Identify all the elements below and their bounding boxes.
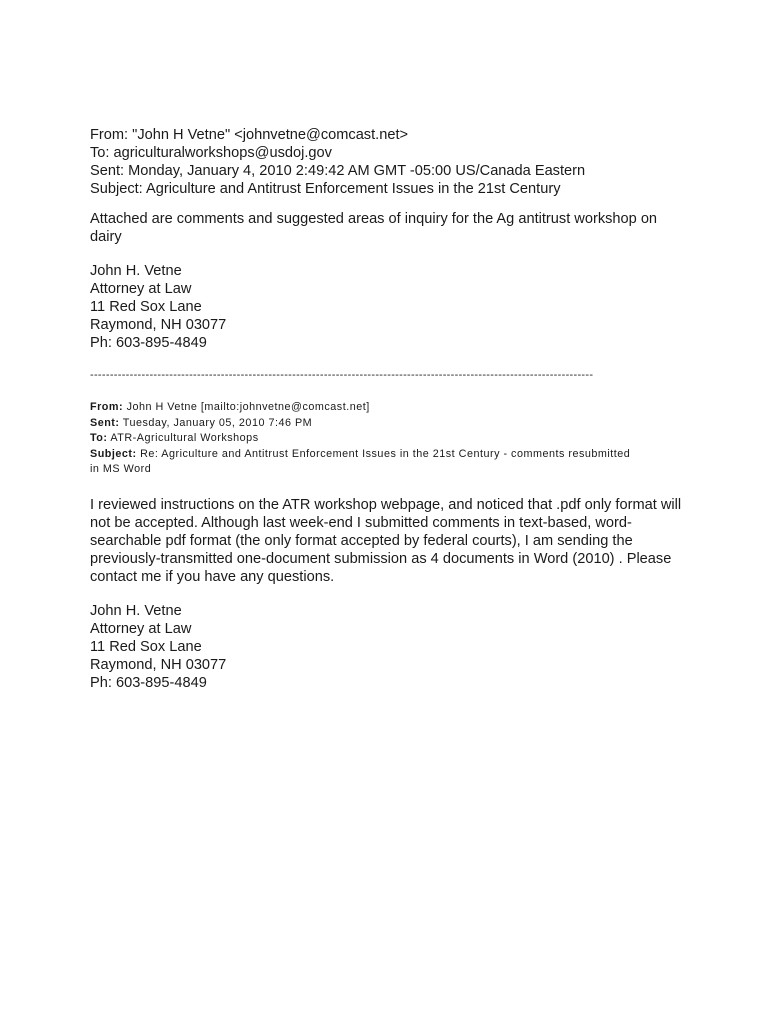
- signature-city: Raymond, NH 03077: [90, 317, 227, 333]
- signature-block: [90, 262, 690, 352]
- forwarded-from-value: John H Vetne [mailto:johnvetne@comcast.net]: [123, 401, 370, 413]
- divider-line: -------------------------------------------------------------------------------------------------------------------------------: [90, 369, 594, 381]
- header-subject: Subject: Agriculture and Antitrust Enforcement Issues in the 21st Century: [90, 181, 561, 197]
- signature-street: 11 Red Sox Lane: [90, 638, 202, 655]
- forwarded-from: [90, 400, 690, 416]
- forwarded-to: [90, 431, 690, 447]
- signature-phone: Ph: 603-895-4849: [90, 674, 207, 691]
- signature-city: Raymond, NH 03077: [90, 656, 227, 673]
- forwarded-to-label: To:: [90, 432, 108, 444]
- signature-name: John H. Vetne: [90, 263, 182, 279]
- email-document: [90, 126, 690, 692]
- email-header: [90, 126, 690, 198]
- signature-phone: Ph: 603-895-4849: [90, 335, 207, 351]
- header-from: From: "John H Vetne" <johnvetne@comcast.net>: [90, 127, 409, 143]
- signature-block-2: [90, 602, 690, 692]
- forwarded-sent-label: Sent:: [90, 416, 120, 429]
- forwarded-subject-value: Re: Agriculture and Antitrust Enforcement Issues in the 21st Century - comments resubmitted: [136, 447, 631, 460]
- forwarded-sent: [90, 416, 690, 432]
- signature-title: Attorney at Law: [90, 281, 192, 297]
- signature-street: 11 Red Sox Lane: [90, 299, 202, 315]
- forwarded-header: [90, 400, 690, 478]
- forwarded-subject: [90, 447, 690, 463]
- forwarded-from-label: From:: [90, 401, 124, 413]
- header-to: To: agriculturalworkshops@usdoj.gov: [90, 145, 332, 161]
- forwarded-subject-label: Subject:: [90, 447, 137, 460]
- forwarded-subject-cont: in MS Word: [90, 463, 152, 475]
- forwarded-to-value: ATR-Agricultural Workshops: [107, 432, 259, 444]
- header-sent: Sent: Monday, January 4, 2010 2:49:42 AM GMT -05:00 US/Canada Eastern: [90, 163, 586, 179]
- forwarded-sent-value: Tuesday, January 05, 2010 7:46 PM: [119, 416, 313, 429]
- signature-name: John H. Vetne: [90, 602, 182, 619]
- signature-title: Attorney at Law: [90, 620, 192, 637]
- message-body: Attached are comments and suggested areas of inquiry for the Ag antitrust workshop on dairy: [90, 211, 658, 245]
- message-body-2: I reviewed instructions on the ATR workshop webpage, and noticed that .pdf only format will not be accepted. Although last week-end I submitted comments in text-based, word-searchable pdf format (the only format accepted by federal courts), I am sending the previously-transmitted one-document submission as 4 documents in Word (2010) . Please contact me if you have any questions.: [90, 496, 682, 585]
